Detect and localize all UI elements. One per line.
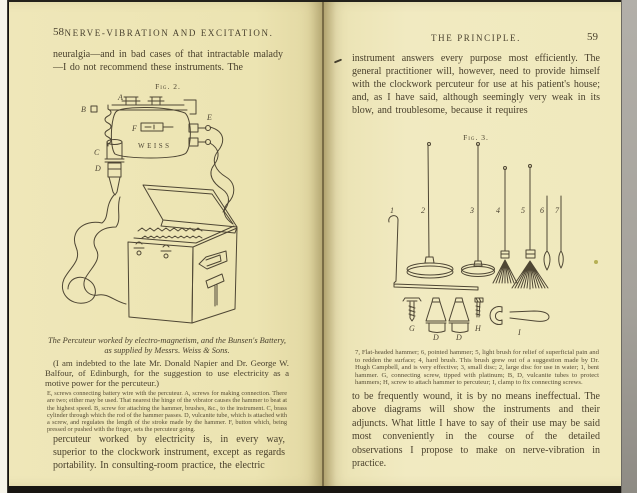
right-page-number: 59	[587, 31, 598, 43]
figure2-illustration	[46, 91, 258, 337]
instrument-6-pointed-hammer	[540, 196, 550, 270]
figure2-caption-credit: (I am indebted to the late Mr. Donald Napier and Dr. George W. Balfour, of Edinburgh, for the suggestion to use electricity as a motive power for the percuteur.)	[45, 358, 289, 388]
figure2-caption-key: E, screws connecting battery wire with the percuteur. A, screws for making connection. There are two; either may be used. That nearest the hinge of the vibrator causes the hammer to beat at the highest speed. B, screw for attaching the hammer, brushes, &c., to the instrument. C, brass cylinder through which the rod of the hammer passes. D, vulcanite tube, which is attached with a screw, and regulates the length of the stroke made by the hammer. F, button which, being pressed or pushed with the finger, sets the percuteur going.	[47, 390, 287, 434]
adjunct-h-attachment-screw	[474, 298, 483, 333]
ink-mark	[334, 59, 342, 64]
figure2-part-label-b: B	[81, 105, 86, 114]
box-contents	[138, 228, 202, 231]
figure2-part-label-e: E	[207, 113, 212, 122]
instrument-1-bent-hammer	[389, 206, 478, 290]
figure2-part-label-f: F	[132, 124, 137, 133]
adjunct-label-d2: D	[456, 333, 462, 342]
instrument-number-3: 3	[470, 206, 474, 215]
scan-edge-left	[0, 0, 8, 493]
right-intro-paragraph: instrument answers every purpose most efficiently. The general practitioner will, however, need to provide himself with the clockwork percuteur for use at his patient's house; and, as I have said, although seemingly very weak in its blow, and troublesome, because it requires	[352, 53, 600, 116]
instrument-number-4: 4	[496, 206, 500, 215]
instrument-number-1: 1	[390, 206, 394, 215]
figure2-label: Fig. 2.	[155, 82, 181, 91]
box-plaque	[199, 251, 227, 269]
figure2-part-label-c: C	[94, 148, 100, 157]
figure2-part-label-d: D	[95, 164, 101, 173]
scan-edge-bottom	[8, 486, 621, 493]
left-running-header: NERVE-VIBRATION AND EXCITATION.	[64, 28, 274, 38]
adjunct-g-connecting-screw	[403, 298, 421, 333]
percuteur-device	[81, 93, 212, 195]
box-lid	[143, 185, 237, 227]
figure3-caption-key: 7, Flat-headed hammer; 6, pointed hammer; 5, light brush for relief of superficial pain and to redden the surface; 4, hard brush. This brush grew out of a suggestion made by Dr. Hugh Campbell, and is very effective; 3, small disc; 2, large disc for use in water; 1, bent hammer. G, connecting screw, tipped with platinum; B, D, vulcanite tubes to protect hammers; H, screw to attach hammer to percuteur; I, clamp to fix connecting screws.	[355, 349, 599, 387]
adjunct-d-vulcanite-tube-1	[426, 298, 446, 342]
scan-edge-right	[621, 0, 637, 493]
instrument-number-7: 7	[555, 206, 559, 215]
figure2-part-label-a: A	[118, 93, 123, 102]
adjunct-label-g: G	[409, 324, 415, 333]
adjunct-i-clamp-wrench	[490, 307, 549, 338]
figure2-brand-label: WEISS	[138, 142, 172, 150]
left-closing-paragraph: percuteur worked by electricity is, in every way, superior to the clockwork instrument, except as regards portability. In consulting-room practice, the electric	[53, 434, 285, 471]
right-running-header: THE PRINCIPLE.	[431, 33, 521, 43]
instrument-3-small-disc	[462, 143, 495, 277]
left-intro-paragraph: neuralgia—and in bad cases of that intractable malady—I do not recommend these instruments. The	[53, 49, 283, 73]
figure3-illustration	[352, 141, 612, 347]
instrument-5-light-brush	[512, 165, 548, 290]
box-handle	[206, 274, 224, 306]
battery-box	[128, 185, 237, 323]
left-page	[9, 2, 324, 486]
instrument-number-5: 5	[521, 206, 525, 215]
battery-cords	[62, 127, 233, 304]
adjunct-label-h: H	[475, 324, 481, 333]
adjunct-label-i: I	[518, 328, 521, 337]
right-closing-paragraph: to be frequently wound, it is by no means ineffectual. The above diagrams will show the instruments and their adjuncts. What little I have to say of their use may be said most conveniently in the course of the detailed observations I propose to make on nerve-vibration in practice.	[352, 391, 600, 470]
instrument-4-hard-brush	[493, 167, 517, 284]
instrument-7-flat-hammer	[555, 196, 563, 268]
device-body	[111, 107, 190, 158]
instrument-number-6: 6	[540, 206, 544, 215]
instrument-number-2: 2	[421, 206, 425, 215]
adjunct-d-vulcanite-tube-2	[449, 298, 469, 342]
figure2-caption-title: The Percuteur worked by electro-magnetism, and the Bunsen's Battery, as supplied by Messrs. Weiss & Sons.	[48, 336, 286, 355]
left-page-number: 58	[53, 26, 64, 38]
adjunct-label-d1: D	[433, 333, 439, 342]
right-running-header-row	[352, 33, 600, 43]
left-running-header-row	[53, 28, 285, 38]
instrument-2-large-disc	[407, 143, 453, 279]
right-page	[324, 2, 621, 486]
figure3-label: Fig. 3.	[463, 133, 489, 142]
hammer-point	[109, 177, 120, 195]
